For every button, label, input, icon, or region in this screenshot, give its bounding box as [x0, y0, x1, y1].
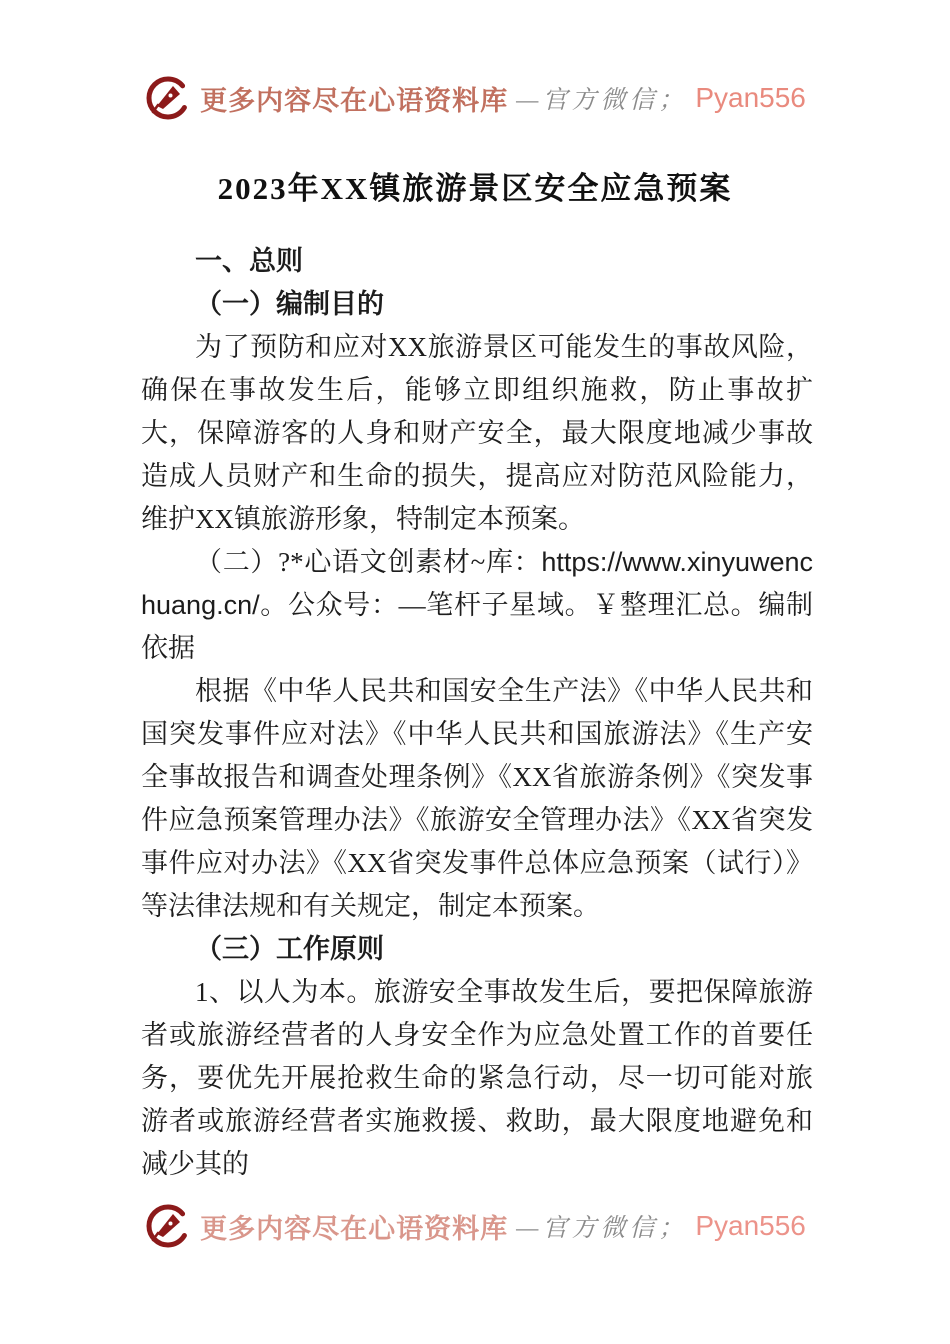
heading-compilation-purpose: （一）编制目的	[195, 289, 384, 319]
heading-working-principles: （三）工作原则	[195, 934, 384, 964]
paragraph-source-prefix: （二）?*心语文创素材~库：	[195, 547, 542, 577]
wechat-label: —官方微信；	[516, 1215, 688, 1242]
pen-nib-circle-logo-icon	[144, 74, 192, 122]
paragraph-legal-basis: 根据《中华人民共和国安全生产法》《中华人民共和国突发事件应对法》《中华人民共和国旅游法》《生产安全事故报告和调查处理条例》《XX省旅游条例》《突发事件应急预案管理办法》《旅游安全管理办法》《XX省突发事件应对办法》《XX省突发事件总体应急预案（试行）》等法律法规和有关规定，制定本预案。	[141, 676, 813, 921]
brand-text: 更多内容尽在心语资料库	[200, 85, 509, 116]
heading-general-provisions: 一、总则	[195, 246, 303, 276]
wechat-label: —官方微信；	[516, 87, 688, 114]
paragraph-source-suffix: 。公众号：—笔杆子星域。￥整理汇总。编制依据	[141, 590, 813, 663]
document-body	[141, 240, 813, 1186]
footer-watermark	[0, 1202, 950, 1250]
header-watermark	[0, 74, 950, 122]
wechat-id: Pyan556	[695, 82, 806, 113]
wechat-id: Pyan556	[695, 1210, 806, 1241]
document-title: 2023年XX镇旅游景区安全应急预案	[217, 171, 733, 206]
brand-text: 更多内容尽在心语资料库	[200, 1213, 509, 1244]
source-url-text: https://www.xinyuwenchuang.cn/	[141, 547, 813, 620]
paragraph-principle-people-first: 1、以人为本。旅游安全事故发生后，要把保障旅游者或旅游经营者的人身安全作为应急处置工作的首要任务，要优先开展抢救生命的紧急行动，尽一切可能对旅游者或旅游经营者实施救援、救助，最大限度地避免和减少其的	[141, 977, 813, 1179]
paragraph-source-watermark	[141, 541, 813, 670]
paragraph-purpose: 为了预防和应对XX旅游景区可能发生的事故风险，确保在事故发生后，能够立即组织施救，防止事故扩大，保障游客的人身和财产安全，最大限度地减少事故造成人员财产和生命的损失，提高应对防范风险能力，维护XX镇旅游形象，特制定本预案。	[141, 332, 813, 534]
pen-nib-circle-logo-icon	[144, 1202, 192, 1250]
